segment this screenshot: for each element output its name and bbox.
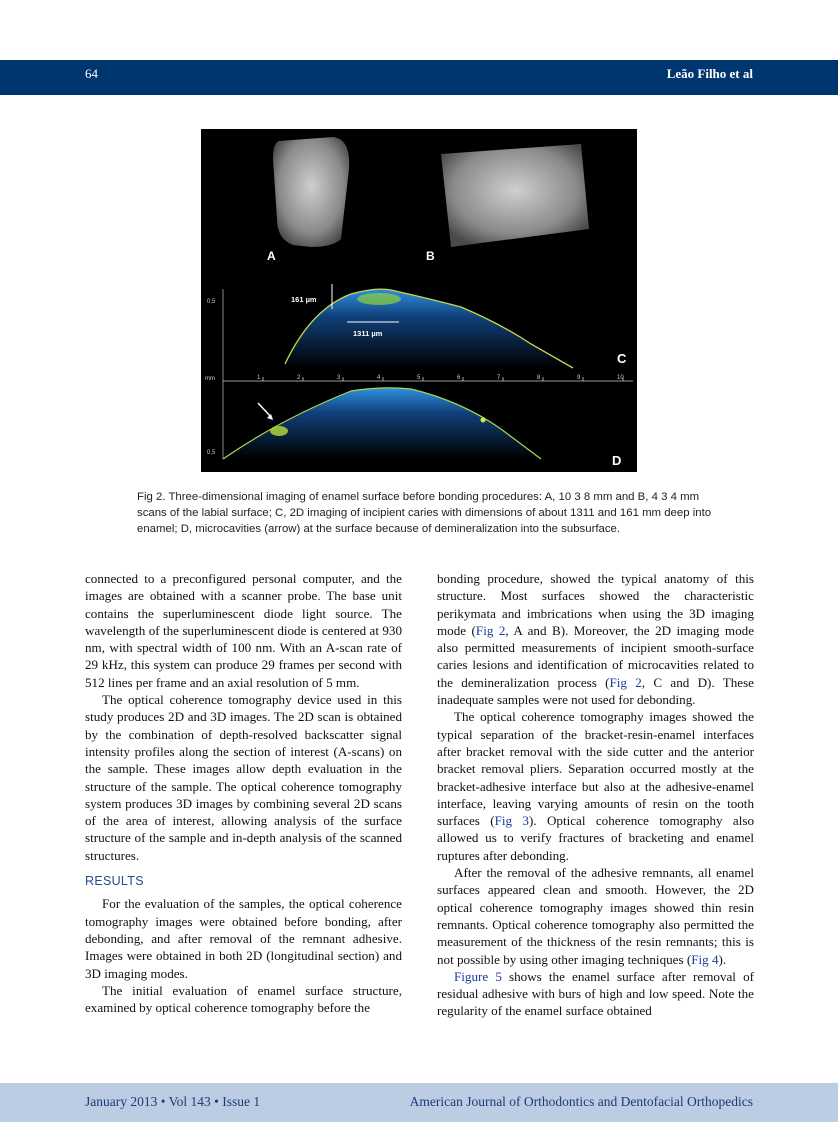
fig-2-link[interactable]: Fig 2 [475,622,506,638]
paragraph [437,708,754,864]
svg-text:0,5: 0,5 [207,450,216,456]
issue-info: January 2013 • Vol 143 • Issue 1 [85,1094,261,1109]
caption-text: Three-dimensional imaging of enamel surface before bonding procedures: A, 10 3 8 mm and B, 4 3 4 mm scans of the labial surface; C, 2D imaging of incipient caries with dimensions of about 1311 and 161 mm deep into enamel; D, microcavities (arrow) at the surface because of demineralization into the subsurface. [137,491,712,535]
axis-tick-label: 9 [577,375,581,381]
figure-caption [137,489,717,537]
axis-tick-label: 6 [457,375,461,381]
fig-3-link[interactable]: Fig 3 [494,813,529,829]
figure-2 [201,129,637,472]
axis-tick-label: 4 [377,375,381,381]
panel-label-d: D [612,453,622,468]
paragraph: The initial evaluation of enamel surface structure, examined by optical coherence tomography before the [85,982,402,1016]
figure-5-link[interactable]: Figure 5 [454,968,502,984]
running-footer [0,1083,838,1122]
svg-text:mm: mm [205,376,215,382]
text: , A and B). Moreover, the 2D imaging mode also permitted measurements of incipient smooth-surface caries lesions and identification of microcavities related to the demineralization process ( [437,622,755,690]
axis-tick-label: 7 [497,375,501,381]
text: ). [718,951,727,967]
paragraph [437,570,754,708]
axis-tick-label: 3 [337,375,341,381]
axis-tick-label: 5 [417,375,421,381]
journal-name: American Journal of Orthodontics and Dentofacial Orthopedics [409,1094,753,1109]
width-annotation: 1311 µm [353,329,383,338]
paragraph: For the evaluation of the samples, the optical coherence tomography images were obtained before bonding, after debonding, and after removal of the remnant adhesive. Images were obtained in both 2D (longitudinal section) and 3D imaging modes. [85,896,402,981]
tooth-3d-scan-a [273,137,349,247]
left-column [85,570,402,1016]
paragraph: The optical coherence tomography device used in this study produces 2D and 3D images. The 2D scan is obtained by the combination of depth-resolved backscatter signal intensity profiles along the section of interest (A-scans) on the sample. These images allow depth evaluation in the structure of the sample. The optical coherence tomography system produces 3D images by combining several 2D scans of the area of interest, allowing analysis of the surface structure of the sample and in-depth analysis of the scanned structures. [85,692,402,863]
running-authors: Leão Filho et al [666,66,753,81]
section-heading-results: RESULTS [85,874,144,889]
axis-tick-label: 2 [297,375,301,381]
text: shows the enamel surface after removal of residual adhesive with burs of high and low speed. Note the regularity of the enamel surface obtained [437,968,754,1019]
fig-4-link[interactable]: Fig 4 [691,951,719,967]
depth-annotation: 161 µm [291,295,317,304]
text: The optical coherence tomography images showed the typical separation of the bracket-resin-enamel interfaces after bracket removal with the side cutter and the anterior bracket removal pliers. Separation occurred mostly at the bracket-adhesive interface but also at the adhesive-enamel interface, leaving varying amounts of resin on the tooth surfaces ( [437,709,754,829]
paragraph [437,968,754,1020]
axis-tick-label: 10 [617,375,624,381]
text: After the removal of the adhesive remnants, all enamel surfaces appeared clean and smooth. However, the 2D optical coherence tomography images showed thin resin remnants. Optical coherence tomography also permitted the measurement of the thickness of the resin remnants; this is not possible by using other imaging techniques ( [437,865,754,967]
paragraph [437,864,754,968]
paragraph: connected to a preconfigured personal computer, and the images are obtained with a scanner probe. The base unit contains the superluminescent diode light source. The wavelength of the superluminescent diode is centered at 930 nm, with spectral width of 100 nm. With an A-scan rate of 29 kHz, this system can produce 29 frames per second with 512 lines per frame and an axial resolution of 5 mm. [85,571,402,690]
caption-label: Fig 2. [137,491,166,503]
panel-label-c: C [617,351,627,366]
oct-images [201,129,637,472]
right-column [437,570,754,1020]
oct-scan-c [285,289,573,368]
svg-text:0,5: 0,5 [207,299,216,305]
text: bonding procedure, showed the typical anatomy of this structure. Most surfaces showed the characteristic perikymata and imbrications when using the 3D imaging mode ( [437,571,754,638]
running-header [0,60,838,95]
panel-label-a: A [267,249,276,263]
panel-label-b: B [426,249,435,263]
fig-2-link[interactable]: Fig 2 [609,674,642,690]
tooth-3d-scan-b [441,144,589,247]
axis-tick-label: 8 [537,375,541,381]
text: ). Optical coherence tomography also allowed us to verify fractures of bracketing and enamel ruptures after debonding. [437,813,754,863]
axis-ticks [257,375,624,381]
page-number: 64 [85,66,98,81]
text: , C and D). These inadequate samples were not used for debonding. [437,674,754,708]
axis-tick-label: 1 [257,375,261,381]
